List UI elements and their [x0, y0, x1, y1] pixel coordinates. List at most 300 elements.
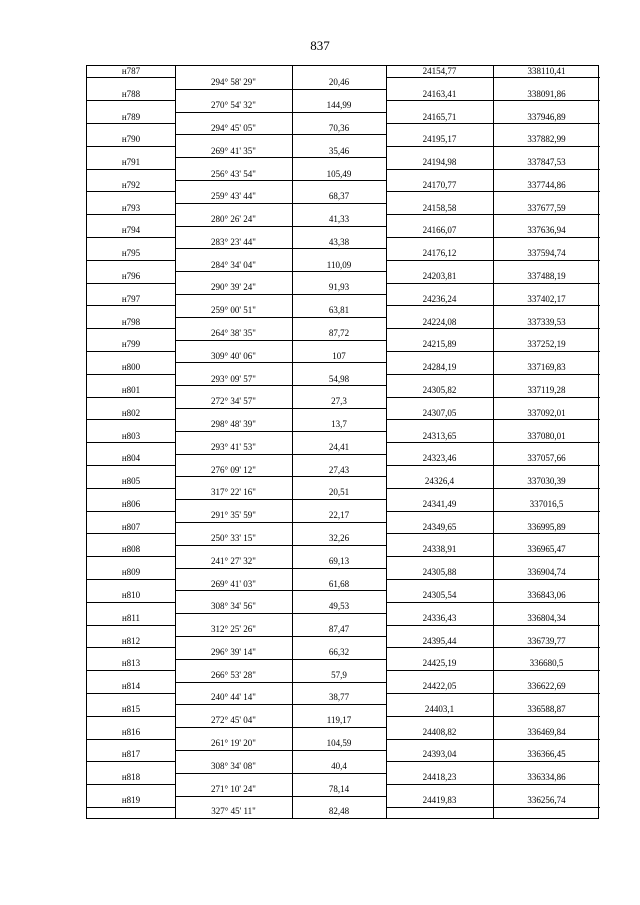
length-cell: 22,17 — [328, 510, 350, 521]
y-coordinate-cell — [493, 396, 600, 407]
y-coordinate-cell — [493, 601, 600, 612]
segment-row — [87, 601, 598, 612]
x-coordinate-cell: 24236,24 — [422, 293, 457, 304]
row-divider — [87, 670, 175, 671]
point-cell — [87, 305, 175, 316]
x-coordinate-cell — [386, 692, 493, 703]
y-coordinate-cell — [493, 282, 600, 293]
angle-cell: 264° 38' 35" — [211, 327, 256, 338]
row-divider — [175, 682, 386, 683]
angle-cell — [175, 385, 292, 396]
point-cell: н804 — [121, 453, 141, 464]
row-divider — [175, 613, 386, 614]
angle-cell — [175, 544, 292, 555]
angle-cell — [175, 613, 292, 624]
x-coordinate-cell — [386, 624, 493, 635]
page-number: 837 — [310, 38, 330, 53]
row-divider — [87, 191, 175, 192]
point-cell: н811 — [122, 612, 140, 623]
length-cell: 63,81 — [328, 305, 350, 316]
point-row — [87, 385, 598, 396]
row-divider — [87, 169, 175, 170]
x-coordinate-cell — [386, 465, 493, 476]
y-coordinate-cell — [493, 305, 600, 316]
point-row — [87, 590, 598, 601]
segment-row — [87, 487, 598, 498]
segment-row — [87, 647, 598, 658]
length-cell: 91,93 — [328, 282, 350, 293]
y-coordinate-cell — [493, 556, 600, 567]
x-coordinate-cell — [386, 191, 493, 202]
x-coordinate-cell — [386, 146, 493, 157]
y-coordinate-cell — [493, 533, 600, 544]
row-divider — [87, 214, 175, 215]
row-divider — [386, 625, 600, 626]
point-row — [87, 112, 598, 123]
x-coordinate-cell: 24305,88 — [422, 567, 457, 578]
angle-cell — [175, 795, 292, 806]
x-coordinate-cell: 24349,65 — [422, 521, 457, 532]
row-divider — [386, 761, 600, 762]
row-divider — [87, 739, 175, 740]
row-divider — [175, 727, 386, 728]
y-coordinate-cell — [493, 374, 600, 385]
y-coordinate-cell: 336965,47 — [527, 544, 566, 555]
point-row — [87, 317, 598, 328]
row-divider — [386, 442, 600, 443]
point-row — [87, 749, 598, 760]
x-coordinate-cell: 24158,58 — [422, 202, 457, 213]
length-cell: 61,68 — [328, 578, 350, 589]
point-cell — [87, 282, 175, 293]
row-divider — [87, 237, 175, 238]
length-cell: 24,41 — [328, 441, 350, 452]
y-coordinate-cell: 337946,89 — [527, 111, 566, 122]
row-divider — [87, 647, 175, 648]
angle-cell — [175, 203, 292, 214]
column-divider — [175, 66, 176, 818]
point-cell — [87, 761, 175, 772]
length-cell — [292, 453, 386, 464]
row-divider — [87, 625, 175, 626]
point-cell: н800 — [121, 362, 141, 373]
x-coordinate-cell: 24425,19 — [422, 658, 457, 669]
row-divider — [386, 556, 600, 557]
y-coordinate-cell: 337594,74 — [527, 248, 566, 259]
row-divider — [175, 408, 386, 409]
x-coordinate-cell: 24336,43 — [422, 612, 457, 623]
row-divider — [87, 784, 175, 785]
length-cell — [292, 294, 386, 305]
x-coordinate-cell — [386, 670, 493, 681]
point-row — [87, 89, 598, 100]
length-cell: 20,46 — [328, 77, 350, 88]
x-coordinate-cell: 24166,07 — [422, 225, 457, 236]
x-coordinate-cell: 24419,83 — [422, 795, 457, 805]
x-coordinate-cell: 24408,82 — [422, 726, 457, 737]
point-cell: н805 — [121, 476, 141, 487]
y-coordinate-cell: 336904,74 — [527, 567, 566, 578]
point-row — [87, 225, 598, 236]
segment-row — [87, 738, 598, 749]
point-row — [87, 704, 598, 715]
row-divider — [87, 283, 175, 284]
length-cell — [292, 66, 386, 77]
row-divider — [386, 693, 600, 694]
segment-row — [87, 191, 598, 202]
point-row — [87, 362, 598, 373]
angle-cell — [175, 66, 292, 77]
point-row — [87, 476, 598, 487]
point-cell — [87, 601, 175, 612]
row-divider — [386, 397, 600, 398]
angle-cell: 259° 43' 44" — [211, 191, 256, 202]
angle-cell — [175, 772, 292, 783]
y-coordinate-cell — [493, 647, 600, 658]
length-cell — [292, 362, 386, 373]
x-coordinate-cell — [386, 282, 493, 293]
row-divider — [386, 237, 600, 238]
point-row — [87, 453, 598, 464]
length-cell: 66,32 — [328, 646, 350, 657]
angle-cell: 284° 34' 04" — [211, 259, 256, 270]
segment-row — [87, 533, 598, 544]
y-coordinate-cell: 337402,17 — [527, 293, 566, 304]
segment-row — [87, 624, 598, 635]
row-divider — [175, 499, 386, 500]
y-coordinate-cell: 337016,5 — [529, 498, 564, 509]
row-divider — [87, 260, 175, 261]
row-divider — [175, 476, 386, 477]
y-coordinate-cell: 338110,41 — [527, 66, 566, 76]
length-cell — [292, 590, 386, 601]
point-cell — [87, 77, 175, 88]
length-cell: 13,7 — [331, 419, 347, 430]
point-cell — [87, 396, 175, 407]
x-coordinate-cell — [386, 761, 493, 772]
row-divider — [386, 214, 600, 215]
y-coordinate-cell: 336680,5 — [529, 658, 564, 669]
point-cell — [87, 670, 175, 681]
angle-cell: 276° 09' 12" — [211, 464, 256, 475]
length-cell — [292, 749, 386, 760]
y-coordinate-cell: 337677,59 — [527, 202, 566, 213]
segment-row — [87, 305, 598, 316]
y-coordinate-cell — [493, 761, 600, 772]
point-cell: н793 — [121, 202, 141, 213]
point-cell: н798 — [121, 316, 141, 327]
angle-cell: 271° 10' 24" — [211, 783, 256, 794]
row-divider — [386, 100, 600, 101]
segment-row — [87, 579, 598, 590]
length-cell: 41,33 — [328, 214, 350, 225]
length-cell — [292, 522, 386, 533]
x-coordinate-cell: 24395,44 — [422, 635, 457, 646]
length-cell — [292, 385, 386, 396]
angle-cell: 298° 48' 39" — [211, 419, 256, 430]
angle-cell: 240° 44' 14" — [211, 692, 256, 703]
row-divider — [386, 533, 600, 534]
length-cell — [292, 431, 386, 442]
row-divider — [175, 590, 386, 591]
x-coordinate-cell: 24393,04 — [422, 749, 457, 760]
x-coordinate-cell: 24163,41 — [422, 88, 457, 99]
x-coordinate-cell: 24176,12 — [422, 248, 457, 259]
segment-row — [87, 670, 598, 681]
row-divider — [386, 716, 600, 717]
row-divider — [87, 77, 175, 78]
row-divider — [87, 488, 175, 489]
length-cell: 107 — [332, 350, 346, 361]
length-cell: 119,17 — [326, 715, 352, 726]
angle-cell: 294° 45' 05" — [211, 122, 256, 133]
length-cell: 105,49 — [326, 168, 352, 179]
x-coordinate-cell — [386, 214, 493, 225]
angle-cell — [175, 590, 292, 601]
x-coordinate-cell: 24323,46 — [422, 453, 457, 464]
y-coordinate-cell — [493, 692, 600, 703]
row-divider — [87, 533, 175, 534]
angle-cell: 312° 25' 26" — [211, 624, 256, 635]
y-coordinate-cell — [493, 237, 600, 248]
length-cell — [292, 408, 386, 419]
angle-cell: 280° 26' 24" — [211, 214, 256, 225]
y-coordinate-cell: 337057,66 — [527, 453, 566, 464]
length-cell: 43,38 — [328, 236, 350, 247]
angle-cell — [175, 499, 292, 510]
x-coordinate-cell — [386, 715, 493, 726]
row-divider — [175, 545, 386, 546]
segment-row — [87, 442, 598, 453]
row-divider — [175, 454, 386, 455]
angle-cell: 259° 00' 51" — [211, 305, 256, 316]
length-cell — [292, 613, 386, 624]
x-coordinate-cell: 24284,19 — [422, 362, 457, 373]
row-divider — [175, 317, 386, 318]
row-divider — [175, 431, 386, 432]
y-coordinate-cell — [493, 351, 600, 362]
y-coordinate-cell: 337169,83 — [527, 362, 566, 373]
column-divider — [292, 66, 293, 818]
x-coordinate-cell — [386, 305, 493, 316]
point-row — [87, 522, 598, 533]
y-coordinate-cell: 336843,06 — [527, 589, 566, 600]
length-cell — [292, 180, 386, 191]
angle-cell: 293° 41' 53" — [211, 441, 256, 452]
row-divider — [87, 807, 175, 808]
length-cell: 27,43 — [328, 464, 350, 475]
y-coordinate-cell: 337339,53 — [527, 316, 566, 327]
angle-cell: 293° 09' 57" — [211, 373, 256, 384]
row-divider — [386, 488, 600, 489]
angle-cell: 272° 34' 57" — [211, 396, 256, 407]
row-divider — [386, 283, 600, 284]
segment-row — [87, 328, 598, 339]
length-cell: 49,53 — [328, 601, 350, 612]
y-coordinate-cell — [493, 806, 600, 817]
point-cell: н790 — [121, 134, 141, 145]
x-coordinate-cell: 24403,1 — [424, 703, 455, 714]
segment-row — [87, 692, 598, 703]
row-divider — [87, 465, 175, 466]
row-divider — [175, 248, 386, 249]
point-cell — [87, 214, 175, 225]
row-divider — [175, 385, 386, 386]
point-cell: н795 — [121, 248, 141, 259]
point-cell: н792 — [121, 179, 141, 190]
point-cell: н789 — [121, 111, 141, 122]
segment-row — [87, 77, 598, 88]
length-cell — [292, 339, 386, 350]
y-coordinate-cell — [493, 77, 600, 88]
row-divider — [87, 419, 175, 420]
y-coordinate-cell — [493, 328, 600, 339]
y-coordinate-cell — [493, 146, 600, 157]
point-cell: н807 — [121, 521, 141, 532]
y-coordinate-cell — [493, 442, 600, 453]
row-divider — [87, 693, 175, 694]
point-cell — [87, 738, 175, 749]
y-coordinate-cell: 336588,87 — [527, 703, 566, 714]
y-coordinate-cell: 337847,53 — [527, 157, 566, 168]
segment-row — [87, 146, 598, 157]
row-divider — [87, 100, 175, 101]
row-divider — [87, 556, 175, 557]
point-cell: н809 — [121, 567, 141, 578]
row-divider — [87, 123, 175, 124]
y-coordinate-cell: 337080,01 — [527, 430, 566, 441]
y-coordinate-cell — [493, 123, 600, 134]
x-coordinate-cell: 24215,89 — [422, 339, 457, 350]
row-divider — [175, 704, 386, 705]
row-divider — [386, 670, 600, 671]
length-cell: 68,37 — [328, 191, 350, 202]
length-cell: 38,77 — [328, 692, 350, 703]
angle-cell — [175, 248, 292, 259]
angle-cell: 269° 41' 35" — [211, 145, 256, 156]
row-divider — [386, 146, 600, 147]
angle-cell — [175, 134, 292, 145]
row-divider — [175, 636, 386, 637]
row-divider — [87, 328, 175, 329]
x-coordinate-cell: 24338,91 — [422, 544, 457, 555]
angle-cell — [175, 271, 292, 282]
y-coordinate-cell: 337252,19 — [527, 339, 566, 350]
length-cell — [292, 795, 386, 806]
point-cell: н796 — [121, 271, 141, 282]
x-coordinate-cell — [386, 806, 493, 817]
angle-cell — [175, 636, 292, 647]
x-coordinate-cell — [386, 510, 493, 521]
row-divider — [175, 796, 386, 797]
length-cell — [292, 476, 386, 487]
row-divider — [87, 351, 175, 352]
y-coordinate-cell — [493, 260, 600, 271]
row-divider — [386, 77, 600, 78]
angle-cell — [175, 453, 292, 464]
angle-cell — [175, 476, 292, 487]
length-cell — [292, 225, 386, 236]
length-cell — [292, 704, 386, 715]
x-coordinate-cell: 24307,05 — [422, 407, 457, 418]
x-coordinate-cell — [386, 556, 493, 567]
length-cell: 69,13 — [328, 555, 350, 566]
row-divider — [175, 226, 386, 227]
point-cell: н819 — [121, 795, 141, 805]
segment-row — [87, 100, 598, 111]
x-coordinate-cell: 24305,82 — [422, 384, 457, 395]
y-coordinate-cell: 336804,34 — [527, 612, 566, 623]
segment-row — [87, 214, 598, 225]
angle-cell — [175, 157, 292, 168]
point-cell: н791 — [121, 157, 141, 168]
length-cell — [292, 636, 386, 647]
point-cell — [87, 374, 175, 385]
length-cell — [292, 89, 386, 100]
y-coordinate-cell: 336739,77 — [527, 635, 566, 646]
point-cell — [87, 579, 175, 590]
length-cell: 87,47 — [328, 624, 350, 635]
angle-cell: 327° 45' 11" — [211, 806, 256, 817]
length-cell: 35,46 — [328, 145, 350, 156]
x-coordinate-cell — [386, 533, 493, 544]
y-coordinate-cell — [493, 214, 600, 225]
y-coordinate-cell: 336256,74 — [527, 795, 566, 805]
x-coordinate-cell: 24224,08 — [422, 316, 457, 327]
row-divider — [386, 647, 600, 648]
length-cell — [292, 658, 386, 669]
y-coordinate-cell — [493, 465, 600, 476]
point-cell: н812 — [121, 635, 141, 646]
segment-row — [87, 419, 598, 430]
x-coordinate-cell — [386, 579, 493, 590]
point-row — [87, 203, 598, 214]
point-row — [87, 727, 598, 738]
point-row — [87, 294, 598, 305]
row-divider — [386, 602, 600, 603]
y-coordinate-cell — [493, 100, 600, 111]
point-cell: н787 — [121, 66, 141, 76]
length-cell: 70,36 — [328, 122, 350, 133]
y-coordinate-cell: 336469,84 — [527, 726, 566, 737]
x-coordinate-cell — [386, 374, 493, 385]
point-row — [87, 408, 598, 419]
angle-cell: 308° 34' 56" — [211, 601, 256, 612]
length-cell — [292, 499, 386, 510]
angle-cell: 270° 54' 32" — [211, 100, 256, 111]
row-divider — [175, 659, 386, 660]
point-cell — [87, 351, 175, 362]
angle-cell — [175, 658, 292, 669]
segment-row — [87, 465, 598, 476]
point-row — [87, 658, 598, 669]
segment-row — [87, 761, 598, 772]
angle-cell: 250° 33' 15" — [211, 533, 256, 544]
x-coordinate-cell: 24418,23 — [422, 772, 457, 783]
point-cell — [87, 191, 175, 202]
length-cell: 78,14 — [328, 783, 350, 794]
point-cell — [87, 465, 175, 476]
angle-cell: 269° 41' 03" — [211, 578, 256, 589]
angle-cell — [175, 681, 292, 692]
length-cell: 104,59 — [326, 738, 352, 749]
y-coordinate-cell — [493, 670, 600, 681]
point-cell — [87, 647, 175, 658]
length-cell — [292, 317, 386, 328]
x-coordinate-cell: 24313,65 — [422, 430, 457, 441]
angle-cell — [175, 704, 292, 715]
point-cell: н803 — [121, 430, 141, 441]
